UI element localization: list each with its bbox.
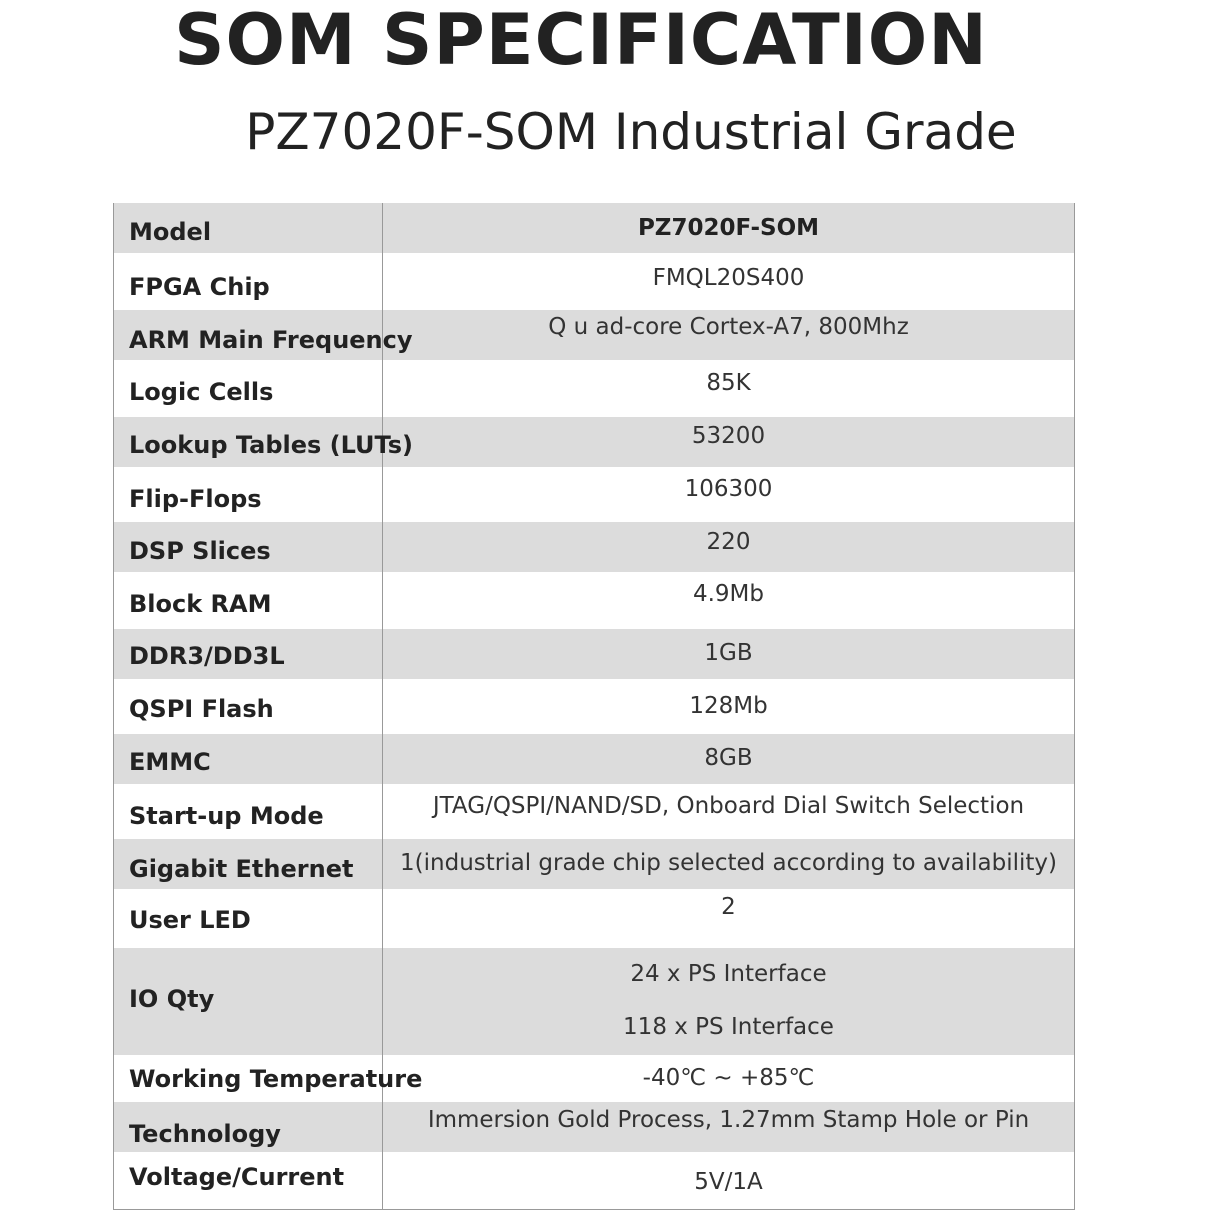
row-value: 8GB	[704, 745, 753, 771]
row-value: FMQL20S400	[652, 264, 805, 291]
row-value: 106300	[684, 475, 773, 502]
table-row-working-temperature	[114, 1055, 1074, 1102]
table-row-emmc	[114, 734, 1074, 784]
row-value	[383, 948, 1074, 1055]
row-label: EMMC	[114, 734, 383, 784]
row-label: Working Temperature	[114, 1055, 383, 1102]
table-row-technology	[114, 1102, 1074, 1152]
page-subtitle: PZ7020F-SOM Industrial Grade	[245, 103, 1017, 161]
row-label: DDR3/DD3L	[114, 629, 383, 679]
table-row-dsp-slices	[114, 522, 1074, 572]
row-label: DSP Slices	[114, 522, 383, 572]
row-value: JTAG/QSPI/NAND/SD, Onboard Dial Switch Selection	[432, 792, 1025, 819]
row-value: 85K	[706, 369, 751, 396]
io-line: 24 x PS Interface	[630, 961, 827, 987]
row-value: 1GB	[704, 640, 753, 666]
row-value: PZ7020F-SOM	[637, 215, 820, 241]
table-row-arm-frequency	[114, 310, 1074, 360]
table-row-ddr	[114, 629, 1074, 679]
table-row-luts	[114, 417, 1074, 467]
row-value: Q u ad-core Cortex-A7, 800Mhz	[548, 314, 909, 340]
table-row-gigabit-ethernet	[114, 839, 1074, 889]
row-label: IO Qty	[114, 948, 383, 1055]
row-label: Technology	[114, 1102, 383, 1152]
row-label: Lookup Tables (LUTs)	[114, 417, 383, 467]
row-value: 1(industrial grade chip selected according to availability)	[400, 850, 1057, 876]
row-value: 4.9Mb	[692, 580, 765, 607]
row-value: Immersion Gold Process, 1.27mm Stamp Hole or Pin	[427, 1107, 1030, 1133]
row-value: -40℃ ~ +85℃	[642, 1064, 815, 1091]
table-row-flip-flops	[114, 467, 1074, 522]
row-value: 220	[706, 529, 751, 555]
table-row-user-led	[114, 889, 1074, 948]
table-row-model	[114, 203, 1074, 253]
row-label: Model	[114, 203, 383, 253]
row-value: 5V/1A	[694, 1168, 763, 1195]
table-row-logic-cells	[114, 360, 1074, 417]
row-label: Logic Cells	[114, 360, 383, 417]
page-title: SOM SPECIFICATION	[174, 0, 988, 81]
row-label: User LED	[114, 889, 383, 948]
row-value: 128Mb	[689, 692, 768, 719]
table-row-startup-mode	[114, 784, 1074, 839]
row-label: Voltage/Current	[114, 1152, 383, 1209]
table-row-block-ram	[114, 572, 1074, 629]
table-row-io-qty	[114, 948, 1074, 1055]
row-label: Block RAM	[114, 572, 383, 629]
io-line: 118 x PS Interface	[623, 1014, 834, 1040]
row-label: ARM Main Frequency	[114, 310, 383, 360]
row-label: Flip-Flops	[114, 467, 383, 522]
row-value: 53200	[691, 423, 766, 449]
spec-table	[113, 203, 1075, 1210]
table-row-fpga-chip	[114, 253, 1074, 310]
row-value: 2	[721, 893, 736, 920]
row-label: QSPI Flash	[114, 679, 383, 734]
row-label: Gigabit Ethernet	[114, 839, 383, 889]
row-label: FPGA Chip	[114, 253, 383, 310]
table-row-qspi-flash	[114, 679, 1074, 734]
table-row-voltage-current	[114, 1152, 1074, 1209]
row-label: Start-up Mode	[114, 784, 383, 839]
